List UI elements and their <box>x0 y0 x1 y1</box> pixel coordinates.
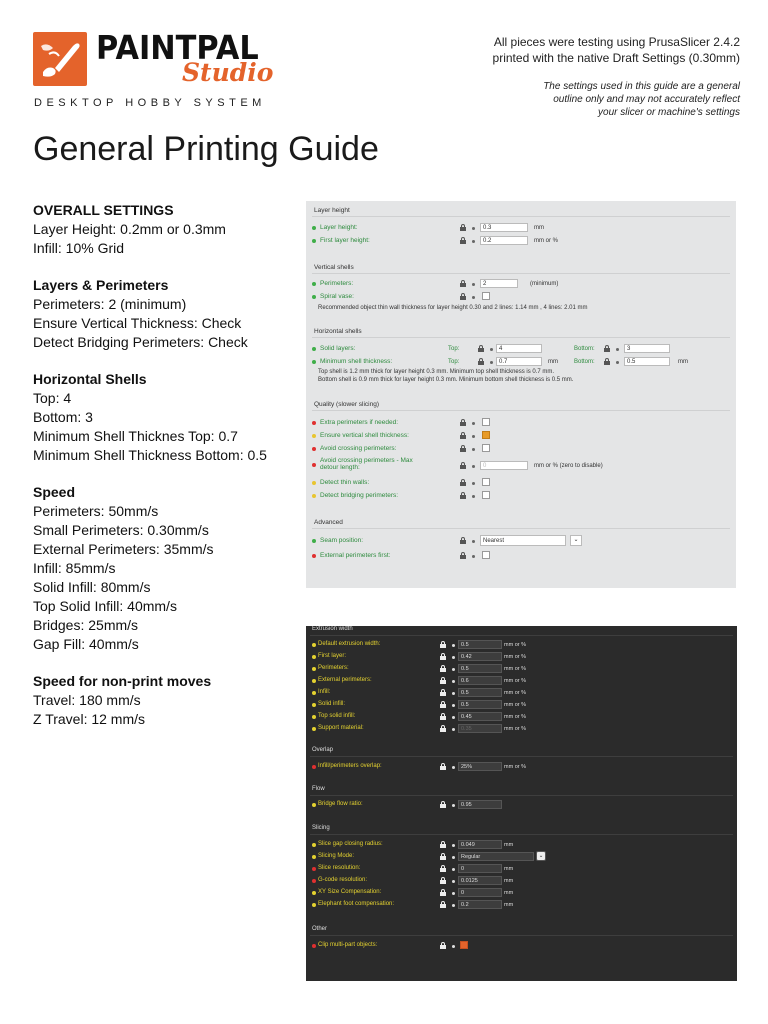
settings-list <box>33 201 303 747</box>
status-dot <box>312 643 316 647</box>
setting-label: Layer height: <box>320 224 358 231</box>
setting-label: Extra perimeters if needed: <box>320 419 399 426</box>
status-dot <box>312 347 316 351</box>
status-dot <box>312 903 316 907</box>
status-dot <box>312 494 316 498</box>
setting-label: Infill/perimeters overlap: <box>318 763 382 769</box>
setting-row <box>310 651 733 662</box>
setting-label: First layer: <box>318 653 347 659</box>
setting-row <box>312 278 732 290</box>
bullet-icon <box>452 880 455 883</box>
group-title: Other <box>312 926 328 932</box>
setting-row <box>310 899 733 910</box>
setting-label: External perimeters: <box>318 677 372 683</box>
setting-label: Slice resolution: <box>318 865 361 871</box>
info-text: Recommended object thin wall thickness for layer height 0.30 and 2 lines: 1.14 mm , 4 lines: 2.01 mm <box>318 305 588 311</box>
status-dot <box>312 703 316 707</box>
bullet-icon <box>452 892 455 895</box>
slicing-input[interactable]: 0 <box>458 864 502 873</box>
unit-label: mm or % <box>504 690 526 696</box>
unit-label: mm <box>504 866 514 872</box>
section-line: Perimeters: 50mm/s <box>33 503 159 519</box>
unit-label: mm or % <box>504 666 526 672</box>
status-dot <box>312 463 316 467</box>
lock-icon[interactable] <box>440 865 446 872</box>
setting-label: Ensure vertical shell thickness: <box>320 432 409 439</box>
status-dot <box>312 421 316 425</box>
disclaimer-line: The settings used in this guide are a general <box>543 81 740 92</box>
lock-icon[interactable] <box>460 280 466 287</box>
slicing-input[interactable]: 0.0125 <box>458 876 502 885</box>
setting-row <box>312 222 732 234</box>
bottom-layers-input[interactable]: 3 <box>624 344 670 353</box>
bottom-label: Bottom: <box>574 359 595 365</box>
extrusion-width-input[interactable]: 0.5 <box>458 640 502 649</box>
bullet-icon <box>452 728 455 731</box>
lock-icon[interactable] <box>460 479 466 486</box>
section-line: Bridges: 25mm/s <box>33 617 139 633</box>
setting-label: Spiral vase: <box>320 293 354 300</box>
setting-row <box>310 639 733 650</box>
section-line: Top Solid Infill: 40mm/s <box>33 598 177 614</box>
status-dot <box>312 239 316 243</box>
bullet-icon <box>472 448 475 451</box>
unit-label: mm <box>548 359 558 365</box>
divider <box>312 528 730 529</box>
group-title: Quality (slower slicing) <box>314 401 380 408</box>
unit-label: mm <box>504 902 514 908</box>
status-dot <box>312 679 316 683</box>
status-dot <box>312 447 316 451</box>
extrusion-width-input[interactable]: 0.35 <box>458 724 502 733</box>
lock-icon[interactable] <box>478 358 484 365</box>
lock-icon[interactable] <box>440 677 446 684</box>
section-line: Detect Bridging Perimeters: Check <box>33 334 248 350</box>
section-line: Perimeters: 2 (minimum) <box>33 296 187 312</box>
bullet-icon <box>472 540 475 543</box>
section-line: Travel: 180 mm/s <box>33 692 141 708</box>
setting-label: Elephant foot compensation: <box>318 901 395 907</box>
top-label: Top: <box>448 346 460 352</box>
chevron-down-icon[interactable]: ⌄ <box>536 851 546 861</box>
section-line: Gap Fill: 40mm/s <box>33 636 139 652</box>
extrusion-width-input[interactable]: 0.5 <box>458 700 502 709</box>
divider <box>312 337 730 338</box>
section-line: Infill: 10% Grid <box>33 240 125 256</box>
status-dot <box>312 765 316 769</box>
setting-label: Bridge flow ratio: <box>318 801 363 807</box>
setting-label: Detect thin walls: <box>320 479 370 486</box>
slicer-note-line: All pieces were testing using PrusaSlicer 2.4.2 <box>493 35 740 49</box>
unit-label: mm or % <box>504 642 526 648</box>
status-dot <box>312 554 316 558</box>
seam-position-select[interactable]: Nearest <box>480 535 566 546</box>
unit-label: mm or % <box>504 764 526 770</box>
bullet-icon <box>452 644 455 647</box>
status-dot <box>312 879 316 883</box>
extrusion-width-input[interactable]: 0.5 <box>458 664 502 673</box>
detour-length-input[interactable]: 0 <box>480 461 528 470</box>
section-nonprint <box>33 672 303 729</box>
setting-row <box>310 687 733 698</box>
section-line: Layer Height: 0.2mm or 0.3mm <box>33 221 226 237</box>
setting-row <box>312 550 732 562</box>
disclaimer <box>480 80 740 119</box>
group-title: Extrusion width <box>312 626 353 632</box>
unit-label: mm or % <box>504 702 526 708</box>
disclaimer-line: outline only and may not accurately reflect <box>553 94 740 105</box>
slicing-input[interactable]: 0 <box>458 888 502 897</box>
divider <box>310 635 733 636</box>
bullet-icon <box>472 296 475 299</box>
unit-label: (minimum) <box>530 281 559 287</box>
overlap-input[interactable]: 25% <box>458 762 502 771</box>
page-title: General Printing Guide <box>33 130 379 168</box>
setting-row <box>310 663 733 674</box>
bullet-icon <box>490 348 493 351</box>
setting-row <box>312 490 732 502</box>
lock-icon[interactable] <box>440 889 446 896</box>
unit-label: mm or % <box>504 726 526 732</box>
lock-icon[interactable] <box>440 689 446 696</box>
ensure-vertical-checkbox[interactable] <box>482 431 490 439</box>
lock-icon[interactable] <box>460 237 466 244</box>
bullet-icon <box>452 668 455 671</box>
clip-multipart-checkbox[interactable] <box>460 941 468 949</box>
bullet-icon <box>472 555 475 558</box>
bridging-perimeters-checkbox[interactable] <box>482 491 490 499</box>
bullet-icon <box>452 844 455 847</box>
lock-icon[interactable] <box>440 665 446 672</box>
section-line: Small Perimeters: 0.30mm/s <box>33 522 209 538</box>
lock-icon[interactable] <box>460 432 466 439</box>
lock-icon[interactable] <box>440 763 446 770</box>
bullet-icon <box>472 482 475 485</box>
status-dot <box>312 667 316 671</box>
layers-perimeters-screenshot <box>306 201 736 588</box>
bullet-icon <box>472 465 475 468</box>
lock-icon[interactable] <box>440 901 446 908</box>
lock-icon[interactable] <box>460 293 466 300</box>
bullet-icon <box>452 945 455 948</box>
bullet-icon <box>452 716 455 719</box>
bullet-icon <box>472 495 475 498</box>
group-title: Overlap <box>312 747 334 753</box>
section-line: Infill: 85mm/s <box>33 560 116 576</box>
status-dot <box>312 360 316 364</box>
setting-row <box>312 356 732 368</box>
lock-icon[interactable] <box>460 419 466 426</box>
paintpal-logo <box>33 32 87 86</box>
setting-label: Detect bridging perimeters: <box>320 492 399 499</box>
section-title: OVERALL SETTINGS <box>33 202 174 218</box>
min-top-input[interactable]: 0.7 <box>496 357 542 366</box>
section-title: Speed <box>33 484 76 500</box>
bullet-icon <box>616 348 619 351</box>
bullet-icon <box>452 868 455 871</box>
status-dot <box>312 539 316 543</box>
extrusion-width-input[interactable]: 0.42 <box>458 652 502 661</box>
status-dot <box>312 944 316 948</box>
setting-row <box>310 887 733 898</box>
divider <box>310 795 733 796</box>
unit-label: mm or % <box>504 654 526 660</box>
section-line: Z Travel: 12 mm/s <box>33 711 146 727</box>
setting-label: Top solid infill: <box>318 713 356 719</box>
lock-icon[interactable] <box>604 345 610 352</box>
section-line: Solid Infill: 80mm/s <box>33 579 151 595</box>
unit-label: mm <box>678 359 688 365</box>
slicer-note <box>420 34 740 66</box>
status-dot <box>312 282 316 286</box>
first-layer-input[interactable]: 0.2 <box>480 236 528 245</box>
setting-label: Avoid crossing perimeters - Max <box>320 457 413 464</box>
setting-label: Seam position: <box>320 537 363 544</box>
group-title: Vertical shells <box>314 264 354 271</box>
chevron-down-icon[interactable]: ⌄ <box>570 535 582 546</box>
bullet-icon <box>452 856 455 859</box>
extrusion-width-input[interactable]: 0.5 <box>458 688 502 697</box>
lock-icon[interactable] <box>440 877 446 884</box>
status-dot <box>312 843 316 847</box>
section-speed <box>33 483 303 654</box>
unit-label: mm <box>504 842 514 848</box>
top-layers-input[interactable]: 4 <box>496 344 542 353</box>
lock-icon[interactable] <box>478 345 484 352</box>
spiral-vase-checkbox[interactable] <box>482 292 490 300</box>
unit-label: mm or % <box>504 714 526 720</box>
bullet-icon <box>472 227 475 230</box>
setting-row <box>312 477 732 489</box>
section-title: Layers & Perimeters <box>33 277 169 293</box>
group-title: Horizontal shells <box>314 328 362 335</box>
bullet-icon <box>490 361 493 364</box>
extrusion-width-input[interactable]: 0.45 <box>458 712 502 721</box>
status-dot <box>312 715 316 719</box>
avoid-crossing-checkbox[interactable] <box>482 444 490 452</box>
setting-label: Solid layers: <box>320 345 356 352</box>
status-dot <box>312 434 316 438</box>
divider <box>310 834 733 835</box>
lock-icon[interactable] <box>440 701 446 708</box>
section-layers <box>33 276 303 352</box>
setting-row <box>310 839 733 850</box>
bullet-icon <box>452 656 455 659</box>
status-dot <box>312 481 316 485</box>
brand-sub: Studio <box>182 58 274 87</box>
lock-icon[interactable] <box>460 492 466 499</box>
section-overall <box>33 201 303 258</box>
setting-row <box>310 699 733 710</box>
unit-label: mm or % (zero to disable) <box>534 463 603 469</box>
thin-walls-checkbox[interactable] <box>482 478 490 486</box>
setting-row <box>310 863 733 874</box>
lock-icon[interactable] <box>440 725 446 732</box>
layer-height-input[interactable]: 0.3 <box>480 223 528 232</box>
lock-icon[interactable] <box>440 801 446 808</box>
setting-row <box>310 799 733 810</box>
setting-row <box>312 430 732 442</box>
bullet-icon <box>472 422 475 425</box>
setting-label: G-code resolution: <box>318 877 368 883</box>
status-dot <box>312 855 316 859</box>
lock-icon[interactable] <box>460 445 466 452</box>
setting-label: Slicing Mode: <box>318 853 355 859</box>
slicer-note-line: printed with the native Draft Settings (0.30mm) <box>492 51 740 65</box>
divider <box>312 410 730 411</box>
section-line: Ensure Vertical Thickness: Check <box>33 315 242 331</box>
section-line: Bottom: 3 <box>33 409 93 425</box>
setting-row <box>312 291 732 303</box>
setting-row <box>312 235 732 247</box>
section-horizontal-shells <box>33 370 303 465</box>
status-dot <box>312 727 316 731</box>
status-dot <box>312 691 316 695</box>
setting-label: detour length: <box>320 464 360 471</box>
setting-label: Perimeters: <box>320 280 354 287</box>
bullet-icon <box>616 361 619 364</box>
status-dot <box>312 867 316 871</box>
lock-icon[interactable] <box>604 358 610 365</box>
section-line: External Perimeters: 35mm/s <box>33 541 214 557</box>
setting-row <box>310 851 733 862</box>
bullet-icon <box>452 704 455 707</box>
unit-label: mm <box>504 890 514 896</box>
setting-label: XY Size Compensation: <box>318 889 382 895</box>
setting-label: Avoid crossing perimeters: <box>320 445 397 452</box>
section-line: Top: 4 <box>33 390 72 406</box>
lock-icon[interactable] <box>440 641 446 648</box>
unit-label: mm or % <box>504 678 526 684</box>
divider <box>310 756 733 757</box>
slicing-mode-select[interactable]: Regular <box>458 852 534 861</box>
extrusion-width-input[interactable]: 0.6 <box>458 676 502 685</box>
bottom-label: Bottom: <box>574 346 595 352</box>
status-dot <box>312 803 316 807</box>
setting-label: Slice gap closing radius: <box>318 841 383 847</box>
setting-label: Default extrusion width: <box>318 641 381 647</box>
setting-row <box>310 875 733 886</box>
status-dot <box>312 655 316 659</box>
bullet-icon <box>472 283 475 286</box>
brand-tagline: DESKTOP HOBBY SYSTEM <box>34 97 266 109</box>
section-line: Minimum Shell Thickness Bottom: 0.5 <box>33 447 267 463</box>
section-title: Speed for non-print moves <box>33 673 212 689</box>
setting-row <box>312 343 732 355</box>
bullet-icon <box>452 692 455 695</box>
lock-icon[interactable] <box>440 853 446 860</box>
section-line: Minimum Shell Thicknes Top: 0.7 <box>33 428 238 444</box>
group-title: Advanced <box>314 519 343 526</box>
setting-label: Infill: <box>318 689 331 695</box>
setting-row <box>312 417 732 429</box>
setting-label: Solid infill: <box>318 701 346 707</box>
setting-row <box>310 675 733 686</box>
setting-label: Support material: <box>318 725 364 731</box>
group-title: Flow <box>312 786 325 792</box>
setting-row <box>312 535 732 547</box>
paintbrush-icon <box>33 32 87 86</box>
min-bottom-input[interactable]: 0.5 <box>624 357 670 366</box>
status-dot <box>312 295 316 299</box>
unit-label: mm <box>534 225 544 231</box>
setting-row <box>310 723 733 734</box>
lock-icon[interactable] <box>460 462 466 469</box>
divider <box>310 935 733 936</box>
perimeters-input[interactable]: 2 <box>480 279 518 288</box>
lock-icon[interactable] <box>460 537 466 544</box>
setting-row <box>312 457 732 475</box>
external-first-checkbox[interactable] <box>482 551 490 559</box>
section-title: Horizontal Shells <box>33 371 147 387</box>
group-title: Layer height <box>314 207 350 214</box>
setting-label: Perimeters: <box>318 665 349 671</box>
lock-icon[interactable] <box>440 653 446 660</box>
setting-label: Clip multi-part objects: <box>318 942 378 948</box>
lock-icon[interactable] <box>440 841 446 848</box>
setting-label: First layer height: <box>320 237 370 244</box>
setting-row <box>310 711 733 722</box>
bullet-icon <box>452 766 455 769</box>
divider <box>312 216 730 217</box>
setting-label: External perimeters first: <box>320 552 391 559</box>
slicing-input[interactable]: 0.049 <box>458 840 502 849</box>
lock-icon[interactable] <box>440 713 446 720</box>
extra-perimeters-checkbox[interactable] <box>482 418 490 426</box>
brand-name: PAINTPAL <box>96 28 259 67</box>
bullet-icon <box>472 435 475 438</box>
bullet-icon <box>472 240 475 243</box>
bullet-icon <box>452 804 455 807</box>
lock-icon[interactable] <box>460 224 466 231</box>
info-text: Bottom shell is 0.9 mm thick for layer height 0.3 mm. Minimum bottom shell thickness is 0.5 mm. <box>318 377 574 383</box>
divider <box>312 273 730 274</box>
bridge-flow-input[interactable]: 0.95 <box>458 800 502 809</box>
unit-label: mm <box>504 878 514 884</box>
lock-icon[interactable] <box>440 942 446 949</box>
group-title: Slicing <box>312 825 330 831</box>
bullet-icon <box>452 680 455 683</box>
unit-label: mm or % <box>534 238 558 244</box>
setting-label: Minimum shell thickness: <box>320 358 393 365</box>
top-label: Top: <box>448 359 460 365</box>
status-dot <box>312 891 316 895</box>
disclaimer-line: your slicer or machine's settings <box>598 107 740 118</box>
setting-row <box>310 761 733 772</box>
extrusion-width-screenshot <box>306 626 737 981</box>
bullet-icon <box>452 904 455 907</box>
status-dot <box>312 226 316 230</box>
setting-row <box>312 443 732 455</box>
info-text: Top shell is 1.2 mm thick for layer height 0.3 mm. Minimum top shell thickness is 0.7 mm. <box>318 369 555 375</box>
slicing-input[interactable]: 0.2 <box>458 900 502 909</box>
lock-icon[interactable] <box>460 552 466 559</box>
setting-row <box>310 940 733 951</box>
